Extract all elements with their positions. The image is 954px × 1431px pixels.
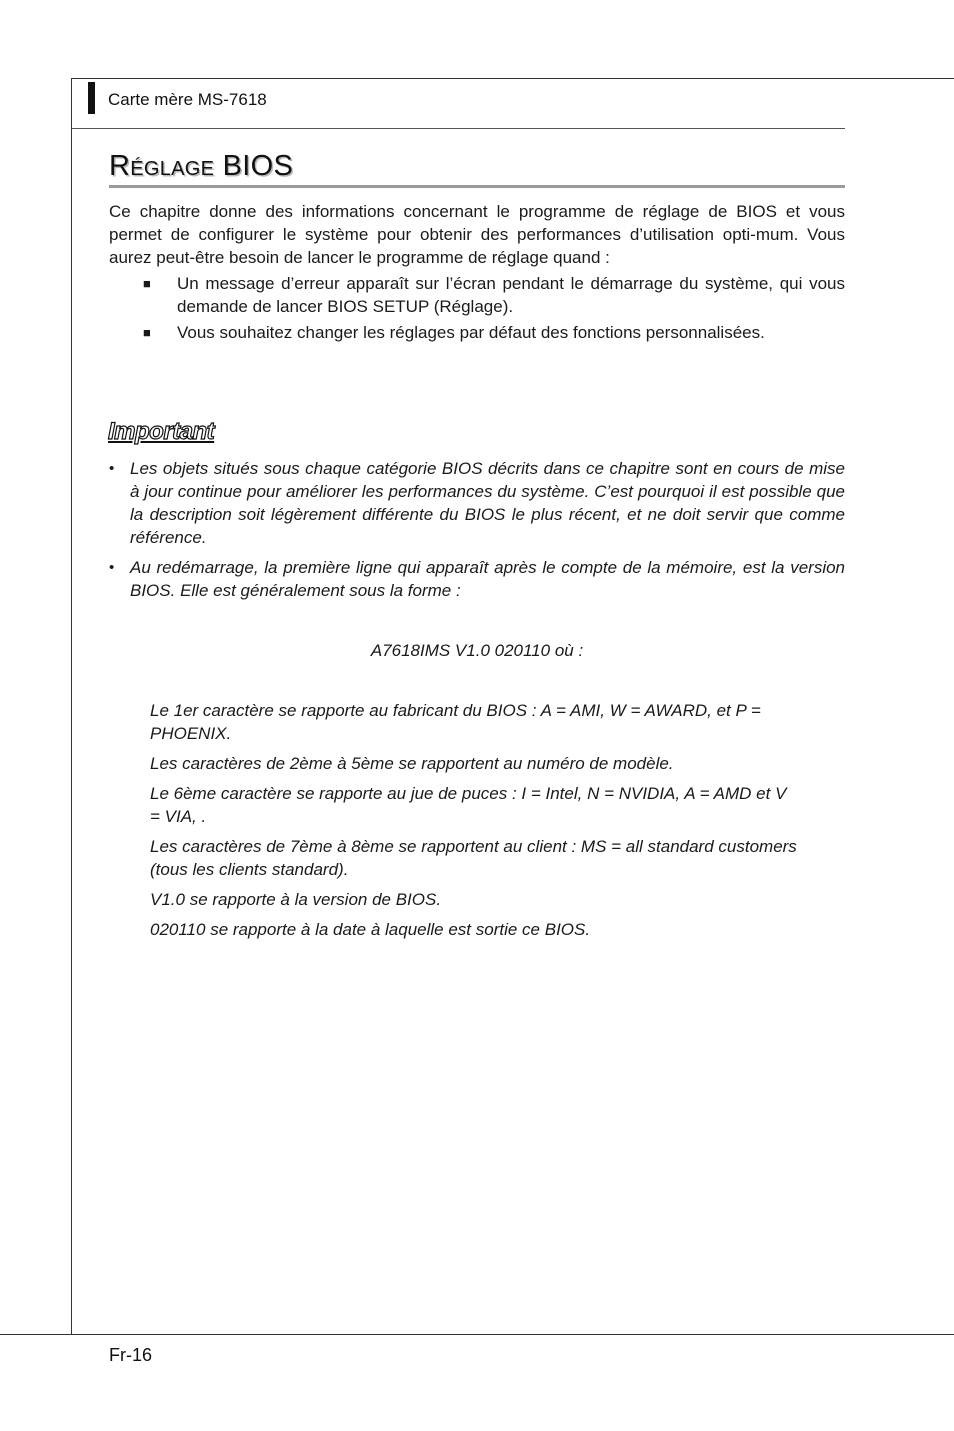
bullet-list	[109, 272, 845, 347]
detail-line: Le 6ème caractère se rapporte au jue de puces : I = Intel, N = NVIDIA, A = AMD et V = VIA, .	[150, 784, 787, 826]
version-details	[150, 699, 800, 948]
section-title: Réglage BIOS	[109, 150, 294, 182]
detail-line: 020110 se rapporte à la date à laquelle est sortie ce BIOS.	[150, 920, 591, 939]
square-bullet-icon: ■	[143, 325, 151, 340]
header-bar	[88, 82, 95, 114]
important-notes	[109, 457, 845, 609]
page-number: Fr-16	[109, 1345, 153, 1365]
note-text: Au redémarrage, la première ligne qui apparaît après le compte de la mémoire, est la version BIOS. Elle est généralement sous la forme :	[130, 558, 845, 600]
note-item	[109, 556, 845, 602]
note-text: Les objets situés sous chaque catégorie BIOS décrits dans ce chapitre sont en cours de mise à jour continue pour améliorer les performances du système. C’est pourquoi il est possible que la description soit légèrement différente du BIOS le plus récent, et ne doit servir que comme référence.	[130, 459, 845, 547]
list-item-text: Vous souhaitez changer les réglages par défaut des fonctions personnalisées.	[177, 323, 765, 342]
page-frame-top	[71, 78, 954, 79]
bios-version-example: A7618IMS V1.0 020110 où :	[370, 641, 584, 660]
header-rule	[72, 128, 845, 129]
page-frame-bottom	[0, 1334, 954, 1335]
dot-bullet-icon: •	[109, 559, 115, 576]
running-header: Carte mère MS-7618	[108, 90, 267, 109]
detail-line: Le 1er caractère se rapporte au fabricant du BIOS : A = AMI, W = AWARD, et P = PHOENIX.	[150, 701, 761, 743]
list-item	[109, 321, 845, 344]
square-bullet-icon: ■	[143, 276, 151, 291]
detail-line: Les caractères de 7ème à 8ème se rapportent au client : MS = all standard customers (tous les clients standard).	[150, 837, 797, 879]
dot-bullet-icon: •	[109, 460, 115, 477]
note-item	[109, 457, 845, 549]
list-item	[109, 272, 845, 318]
list-item-text: Un message d’erreur apparaît sur l’écran pendant le démarrage du système, qui vous demande de lancer BIOS SETUP (Réglage).	[177, 274, 845, 316]
intro-paragraph: Ce chapitre donne des informations concernant le programme de réglage de BIOS et vous permet de configurer le système pour obtenir des performances d’utilisation opti-mum. Vous aurez peut-être besoin de lancer le programme de réglage quand :	[109, 202, 845, 267]
detail-line: Les caractères de 2ème à 5ème se rapportent au numéro de modèle.	[150, 754, 674, 773]
page-frame-left	[71, 78, 72, 1335]
title-rule	[109, 185, 845, 188]
detail-line: V1.0 se rapporte à la version de BIOS.	[150, 890, 442, 909]
important-heading: Important	[108, 418, 215, 445]
